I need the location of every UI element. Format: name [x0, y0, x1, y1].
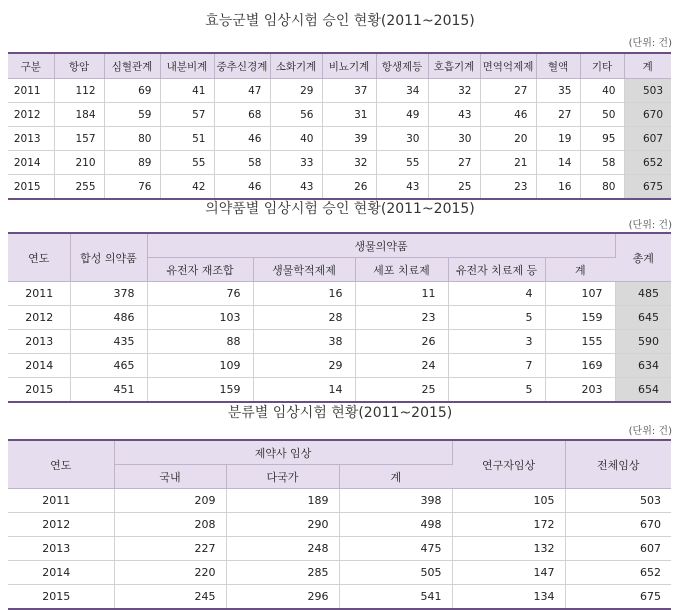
value-cell: 23: [355, 306, 448, 330]
value-cell: 55: [160, 151, 214, 175]
value-cell: 26: [355, 330, 448, 354]
value-cell: 290: [226, 513, 339, 537]
value-cell: 14: [253, 378, 355, 403]
total-cell: 590: [615, 330, 671, 354]
value-cell: 40: [580, 79, 624, 103]
table1-title: 효능군별 임상시험 승인 현황(2011~2015): [205, 13, 475, 29]
value-cell: 210: [54, 151, 104, 175]
table-row: [8, 489, 671, 513]
value-cell: 189: [226, 489, 339, 513]
value-cell: 157: [54, 127, 104, 151]
table2-unit: (단위: 건): [628, 220, 672, 231]
value-cell: 184: [54, 103, 104, 127]
value-cell: 147: [452, 561, 565, 585]
value-cell: 27: [536, 103, 580, 127]
col-header: 구분: [8, 53, 54, 79]
table-row: [8, 306, 671, 330]
value-cell: 245: [114, 585, 226, 610]
col-header: 내분비계: [160, 53, 214, 79]
table-row: [8, 330, 671, 354]
value-cell: 505: [339, 561, 452, 585]
col-subheader: 세포 치료제: [355, 258, 448, 282]
value-cell: 80: [580, 175, 624, 200]
value-cell: 541: [339, 585, 452, 610]
value-cell: 5: [448, 378, 545, 403]
value-cell: 5: [448, 306, 545, 330]
table-row: [8, 354, 671, 378]
table3-body: [8, 489, 671, 610]
value-cell: 435: [70, 330, 147, 354]
value-cell: 24: [355, 354, 448, 378]
value-cell: 112: [54, 79, 104, 103]
value-cell: 32: [322, 151, 376, 175]
value-cell: 27: [428, 151, 480, 175]
value-cell: 32: [428, 79, 480, 103]
value-cell: 107: [545, 282, 615, 306]
col-header-year: 연도: [8, 233, 70, 282]
value-cell: 43: [270, 175, 322, 200]
value-cell: 89: [104, 151, 160, 175]
value-cell: 7: [448, 354, 545, 378]
value-cell: 159: [147, 378, 253, 403]
value-cell: 37: [322, 79, 376, 103]
table1-body: [8, 79, 671, 200]
value-cell: 378: [70, 282, 147, 306]
value-cell: 31: [322, 103, 376, 127]
value-cell: 40: [270, 127, 322, 151]
table-row: [8, 103, 671, 127]
year-cell: 2015: [8, 378, 70, 403]
value-cell: 38: [253, 330, 355, 354]
value-cell: 16: [536, 175, 580, 200]
value-cell: 248: [226, 537, 339, 561]
total-cell: 634: [615, 354, 671, 378]
year-cell: 2014: [8, 561, 114, 585]
value-cell: 255: [54, 175, 104, 200]
value-cell: 58: [580, 151, 624, 175]
year-cell: 2013: [8, 127, 54, 151]
col-subheader: 유전자 재조합: [147, 258, 253, 282]
year-cell: 2015: [8, 175, 54, 200]
table-row: [8, 151, 671, 175]
value-cell: 155: [545, 330, 615, 354]
value-cell: 465: [70, 354, 147, 378]
value-cell: 451: [70, 378, 147, 403]
total-cell: 503: [565, 489, 671, 513]
value-cell: 59: [104, 103, 160, 127]
col-header: 호흡기계: [428, 53, 480, 79]
value-cell: 56: [270, 103, 322, 127]
total-cell: 670: [565, 513, 671, 537]
value-cell: 4: [448, 282, 545, 306]
col-header-investigator: 연구자임상: [452, 440, 565, 489]
table-row: [8, 175, 671, 200]
value-cell: 29: [270, 79, 322, 103]
table-row: [8, 378, 671, 403]
col-header-year: 연도: [8, 440, 114, 489]
value-cell: 3: [448, 330, 545, 354]
value-cell: 169: [545, 354, 615, 378]
value-cell: 34: [376, 79, 428, 103]
efficacy-table: [8, 52, 671, 200]
value-cell: 47: [214, 79, 270, 103]
col-subheader: 유전자 치료제 등: [448, 258, 545, 282]
value-cell: 30: [376, 127, 428, 151]
value-cell: 16: [253, 282, 355, 306]
year-cell: 2012: [8, 306, 70, 330]
year-cell: 2015: [8, 585, 114, 610]
col-header-total: 전체임상: [565, 440, 671, 489]
value-cell: 209: [114, 489, 226, 513]
year-cell: 2013: [8, 537, 114, 561]
year-cell: 2011: [8, 282, 70, 306]
value-cell: 25: [428, 175, 480, 200]
col-header: 기타: [580, 53, 624, 79]
value-cell: 43: [376, 175, 428, 200]
value-cell: 11: [355, 282, 448, 306]
year-cell: 2012: [8, 513, 114, 537]
col-header: 항암: [54, 53, 104, 79]
table-row: [8, 537, 671, 561]
total-cell: 503: [624, 79, 671, 103]
value-cell: 475: [339, 537, 452, 561]
total-cell: 485: [615, 282, 671, 306]
value-cell: 103: [147, 306, 253, 330]
value-cell: 41: [160, 79, 214, 103]
total-cell: 652: [624, 151, 671, 175]
table3-unit: (단위: 건): [628, 426, 672, 437]
table3-header-row: [8, 440, 671, 465]
total-cell: 654: [615, 378, 671, 403]
value-cell: 46: [214, 175, 270, 200]
classification-table: [8, 439, 671, 610]
value-cell: 486: [70, 306, 147, 330]
value-cell: 39: [322, 127, 376, 151]
col-subheader: 계: [545, 258, 615, 282]
value-cell: 21: [480, 151, 536, 175]
year-cell: 2013: [8, 330, 70, 354]
value-cell: 208: [114, 513, 226, 537]
total-cell: 645: [615, 306, 671, 330]
value-cell: 27: [480, 79, 536, 103]
value-cell: 88: [147, 330, 253, 354]
col-header: 소화기계: [270, 53, 322, 79]
table3-title: 분류별 임상시험 현황(2011~2015): [227, 405, 453, 421]
col-header: 비뇨기계: [322, 53, 376, 79]
value-cell: 398: [339, 489, 452, 513]
total-cell: 607: [624, 127, 671, 151]
drug-type-table: [8, 232, 671, 403]
value-cell: 95: [580, 127, 624, 151]
value-cell: 42: [160, 175, 214, 200]
value-cell: 159: [545, 306, 615, 330]
value-cell: 68: [214, 103, 270, 127]
value-cell: 220: [114, 561, 226, 585]
value-cell: 35: [536, 79, 580, 103]
value-cell: 498: [339, 513, 452, 537]
value-cell: 69: [104, 79, 160, 103]
value-cell: 46: [214, 127, 270, 151]
value-cell: 285: [226, 561, 339, 585]
year-cell: 2011: [8, 489, 114, 513]
total-cell: 670: [624, 103, 671, 127]
col-header-total: 총계: [615, 233, 671, 282]
table1-unit: (단위: 건): [628, 38, 672, 49]
value-cell: 29: [253, 354, 355, 378]
value-cell: 26: [322, 175, 376, 200]
table2-header-row: [8, 233, 671, 258]
col-subheader: 생물학적제제: [253, 258, 355, 282]
value-cell: 19: [536, 127, 580, 151]
value-cell: 172: [452, 513, 565, 537]
table2-title: 의약품별 임상시험 승인 현황(2011~2015): [205, 201, 475, 217]
value-cell: 51: [160, 127, 214, 151]
year-cell: 2012: [8, 103, 54, 127]
table-row: [8, 513, 671, 537]
value-cell: 50: [580, 103, 624, 127]
value-cell: 20: [480, 127, 536, 151]
col-header: 혈액: [536, 53, 580, 79]
year-cell: 2011: [8, 79, 54, 103]
value-cell: 109: [147, 354, 253, 378]
col-subheader: 다국가: [226, 465, 339, 489]
table-row: [8, 282, 671, 306]
total-cell: 652: [565, 561, 671, 585]
col-header: 항생제등: [376, 53, 428, 79]
value-cell: 58: [214, 151, 270, 175]
total-cell: 675: [624, 175, 671, 200]
col-header: 중추신경계: [214, 53, 270, 79]
value-cell: 33: [270, 151, 322, 175]
col-header: 계: [624, 53, 671, 79]
table2-body: [8, 282, 671, 403]
value-cell: 296: [226, 585, 339, 610]
value-cell: 57: [160, 103, 214, 127]
col-header-bio: 생물의약품: [147, 233, 615, 258]
col-header: 면역억제제: [480, 53, 536, 79]
value-cell: 28: [253, 306, 355, 330]
value-cell: 30: [428, 127, 480, 151]
col-header-synthetic: 합성 의약품: [70, 233, 147, 282]
value-cell: 46: [480, 103, 536, 127]
table-row: [8, 79, 671, 103]
value-cell: 105: [452, 489, 565, 513]
value-cell: 76: [147, 282, 253, 306]
value-cell: 132: [452, 537, 565, 561]
total-cell: 607: [565, 537, 671, 561]
value-cell: 227: [114, 537, 226, 561]
col-header-pharma: 제약사 임상: [114, 440, 452, 465]
col-subheader: 국내: [114, 465, 226, 489]
value-cell: 49: [376, 103, 428, 127]
value-cell: 55: [376, 151, 428, 175]
col-subheader: 계: [339, 465, 452, 489]
value-cell: 23: [480, 175, 536, 200]
table1-header-row: [8, 53, 671, 79]
table-row: [8, 561, 671, 585]
value-cell: 80: [104, 127, 160, 151]
value-cell: 25: [355, 378, 448, 403]
value-cell: 76: [104, 175, 160, 200]
value-cell: 14: [536, 151, 580, 175]
total-cell: 675: [565, 585, 671, 610]
col-header: 심혈관계: [104, 53, 160, 79]
year-cell: 2014: [8, 151, 54, 175]
value-cell: 134: [452, 585, 565, 610]
value-cell: 203: [545, 378, 615, 403]
value-cell: 43: [428, 103, 480, 127]
year-cell: 2014: [8, 354, 70, 378]
table-row: [8, 127, 671, 151]
